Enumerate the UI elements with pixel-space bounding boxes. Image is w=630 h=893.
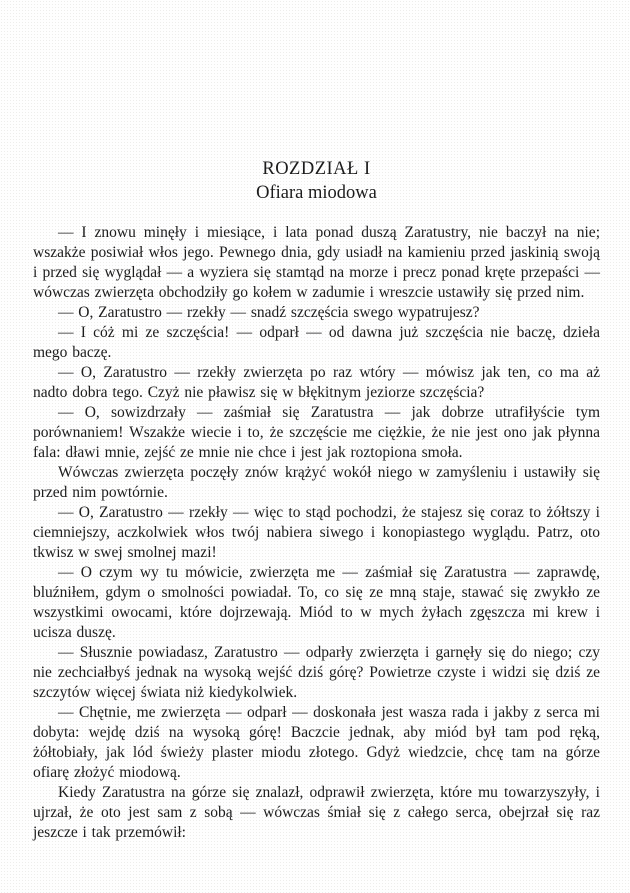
chapter-number: ROZDZIAŁ I [262,159,371,179]
paragraph: — I znowu minęły i miesiące, i lata ponad duszą Zaratustry, nie baczył na nie; wszakże posiwiał włos jego. Pewnego dnia, gdy usiadł na kamieniu przed jaskinią swoją i przed się wyglądał — a wyziera się stamtąd na morze i precz ponad kręte przepaści — wówczas zwierzęta obchodziły go kołem w zadumie i wreszcie ustawiły się przed nim. [33,224,600,301]
chapter-title: Ofiara miodowa [256,183,377,203]
paragraph: Wówczas zwierzęta poczęły znów krążyć wokół niego w zamyśleniu i ustawiły się przed nim powtórnie. [33,464,600,501]
paragraph: — O, Zaratustro — rzekły — więc to stąd pochodzi, że stajesz się coraz to żółtszy i ciemniejszy, aczkolwiek włos twój nabiera siwego i konopiastego wyglądu. Patrz, oto tkwisz w swej smolnej mazi! [33,504,600,561]
body-text [33,223,600,843]
paragraph: — O czym wy tu mówicie, zwierzęta me — zaśmiał się Zaratustra — zaprawdę, bluźniłem, gdym o smolności powiadał. To, co się ze mną staje, stawać się zwykło ze wszystkimi owocami, które dojrzewają. Miód to w mych żyłach zgęszcza mi krew i ucisza duszę. [33,564,600,641]
chapter-heading [33,158,600,205]
paragraph: — I cóż mi ze szczęścia! — odparł — od dawna już szczęścia nie baczę, dzieła mego baczę. [33,324,600,361]
paragraph: — Chętnie, me zwierzęta — odparł — doskonała jest wasza rada i jakby z serca mi dobyta: wejdę dziś na wysoką górę! Baczcie jednak, aby miód był tam pod ręką, żółtobiały, jak lód świeży plaster miodu złotego. Gdyż wiedzcie, chcę tam na górze ofiarę złożyć miodową. [33,704,600,781]
paragraph: — Słusznie powiadasz, Zaratustro — odparły zwierzęta i garnęły się do niego; czy nie zechciałbyś jednak na wysoką wejść dziś górę? Powietrze czyste i widzi się dziś ze szczytów więcej świata niż kiedykolwiek. [33,644,600,701]
paragraph: Kiedy Zaratustra na górze się znalazł, odprawił zwierzęta, które mu towarzyszyły, i ujrzał, że oto jest sam z sobą — wówczas śmiał się z całego serca, obejrzał się raz jeszcze i tak przemówił: [33,784,600,841]
paragraph: — O, sowizdrzały — zaśmiał się Zaratustra — jak dobrze utrafiłyście tym porównaniem! Wszakże wiecie i to, że szczęście me ciężkie, że nie jest ono jak płynna fala: dławi mnie, zejść ze mnie nie chce i jest jak roztopiona smoła. [33,404,600,461]
paragraph: — O, Zaratustro — rzekły — snadź szczęścia swego wypatrujesz? [58,304,480,321]
paragraph: — O, Zaratustro — rzekły zwierzęta po raz wtóry — mówisz jak ten, co ma aż nadto dobra tego. Czyż nie pławisz się w błękitnym jeziorze szczęścia? [33,364,600,401]
